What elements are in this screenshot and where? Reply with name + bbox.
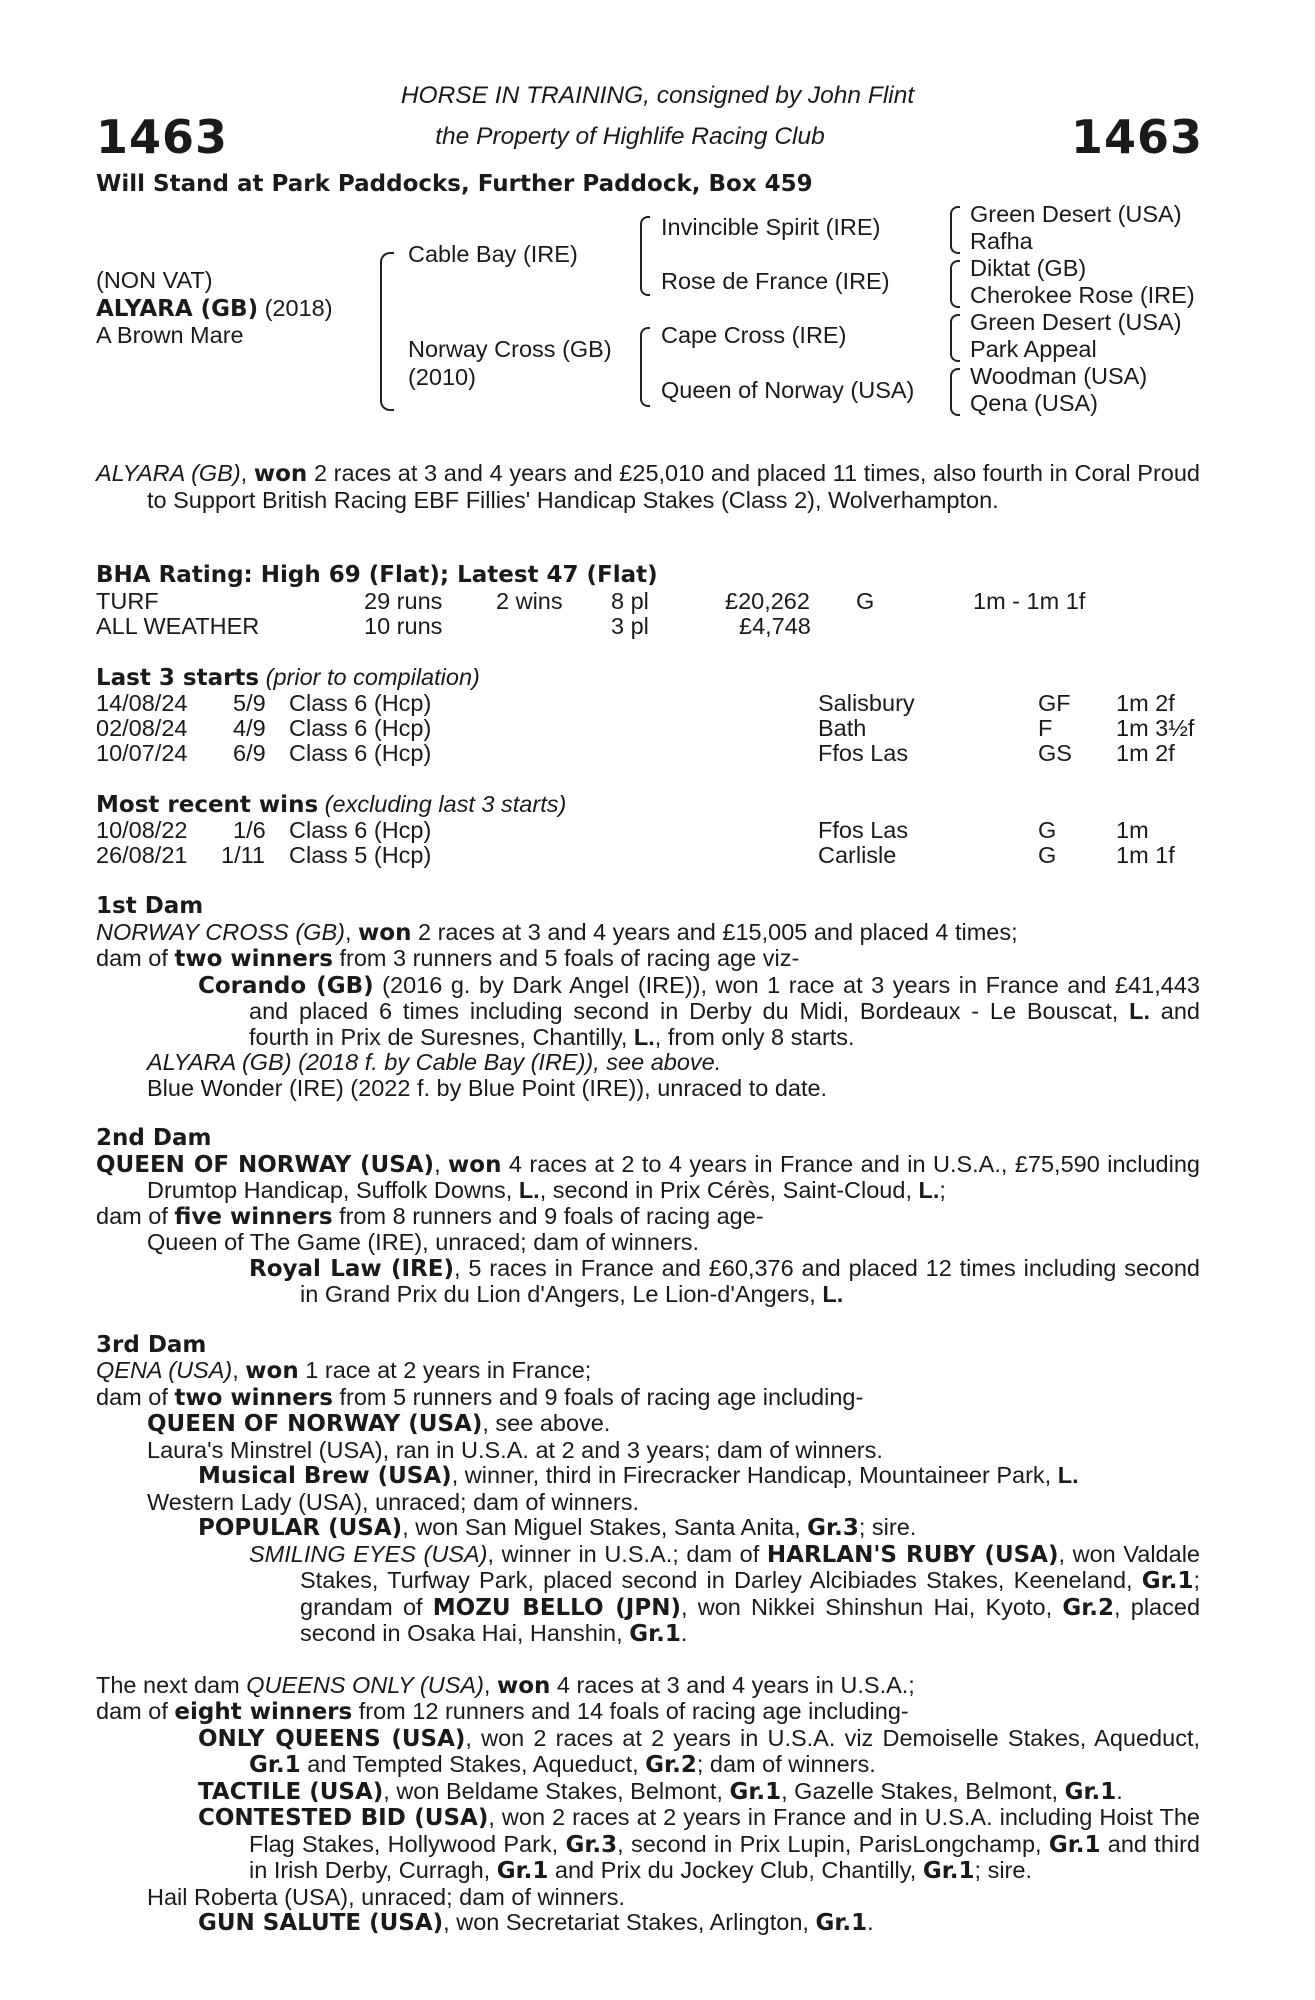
start-position: 4/9 xyxy=(233,715,266,741)
pedigree-ddd: Qena (USA) xyxy=(970,390,1098,416)
text: , won San Miguel Stakes, Santa Anita, xyxy=(402,1514,808,1540)
start-course: Bath xyxy=(818,715,867,741)
text: 4 races at 3 and 4 years in U.S.A.; xyxy=(550,1671,915,1698)
horse-title xyxy=(96,296,333,323)
winners-count: five winners xyxy=(174,1203,333,1230)
start-course: Ffos Las xyxy=(818,740,909,766)
second-dam-line: QUEEN OF NORWAY (USA), won 4 races at 2 to 4 years in France and in U.S.A., £75,590 including Drumtop Handicap, Suffolk Downs, L., second in Prix Cérès, Saint-Cloud, L.; xyxy=(96,1150,1200,1203)
grade-tag: Gr.1 xyxy=(1141,1568,1194,1594)
text: 4 races at 2 to 4 years in France and in U.S.A., £75,590 including Drumtop Handicap, Suffolk Downs, xyxy=(147,1150,1200,1203)
rating-runs: 29 runs xyxy=(364,588,443,614)
produce-popular xyxy=(96,1515,1200,1542)
text: , winner, third in Firecracker Handicap, Mountaineer Park, xyxy=(451,1462,1058,1488)
produce-gun-salute xyxy=(96,1910,1200,1937)
pedigree-sire-dam: Rose de France (IRE) xyxy=(661,268,890,294)
win-going: G xyxy=(1038,842,1057,868)
start-class: Class 6 (Hcp) xyxy=(289,740,432,766)
text: , winner in U.S.A.; dam of xyxy=(487,1540,767,1567)
win-going: G xyxy=(1038,817,1057,843)
produce-royal-law xyxy=(96,1256,1200,1308)
win-position: 1/11 xyxy=(221,842,265,868)
summary-text: 2 races at 3 and 4 years and £25,010 and placed 11 times, also fourth in Coral Proud to Support British Racing EBF Fillies' Handicap Stakes (Class 2), Wolverhampton. xyxy=(147,460,1201,513)
produce-blue-wonder: Blue Wonder (IRE) (2022 f. by Blue Point (IRE)), unraced to date. xyxy=(147,1074,828,1101)
grade-tag: Gr.1 xyxy=(1048,1831,1101,1858)
listed-tag: L. xyxy=(518,1177,540,1203)
won-label: won xyxy=(245,1358,299,1384)
lot-number-left: 1463 xyxy=(96,110,229,164)
text: ; sire. xyxy=(974,1857,1032,1883)
rating-wins: 2 wins xyxy=(496,588,563,614)
grade-tag: Gr.3 xyxy=(807,1515,859,1541)
recent-wins-note: (excluding last 3 starts) xyxy=(324,791,567,817)
listed-tag: L. xyxy=(1129,998,1150,1024)
pedigree-sdd: Cherokee Rose (IRE) xyxy=(970,282,1195,308)
produce-corando xyxy=(96,973,1200,1051)
third-dam-line: QENA (USA), won 1 race at 2 years in France; xyxy=(96,1357,592,1384)
text: and Tempted Stakes, Aqueduct, xyxy=(300,1751,646,1777)
stabling-line: Will Stand at Park Paddocks, Further Paddock, Box 459 xyxy=(96,171,813,197)
rating-prize: £20,262 xyxy=(725,588,810,614)
grade-tag: Gr.1 xyxy=(729,1778,782,1805)
pedigree-bracket-sire xyxy=(640,216,650,296)
text: and fourth in Prix de Suresnes, Chantilly, xyxy=(249,998,1200,1050)
won-label: won xyxy=(496,1672,551,1699)
pedigree-sire-sire: Invincible Spirit (IRE) xyxy=(661,214,881,240)
start-position: 5/9 xyxy=(233,690,266,716)
race-summary: ALYARA (GB), won 2 races at 3 and 4 years and £25,010 and placed 11 times, also fourth in Coral Proud to Support British Racing EBF Fillies' Handicap Stakes (Class 2), Wolverhampton. xyxy=(96,460,1201,513)
rating-runs: 10 runs xyxy=(364,613,443,639)
lot-number-right: 1463 xyxy=(1070,110,1203,164)
summary-won: won xyxy=(253,461,308,487)
text: 1 race at 2 years in France; xyxy=(298,1357,592,1383)
text: , second in Prix Cérès, Saint-Cloud, xyxy=(539,1177,919,1203)
text: ; xyxy=(939,1177,946,1203)
text: . xyxy=(1116,1777,1123,1804)
produce-tactile xyxy=(96,1779,1200,1806)
text: The next dam xyxy=(96,1671,247,1698)
produce-name: MOZU BELLO (JPN) xyxy=(432,1594,681,1621)
text: , second in Prix Lupin, ParisLongchamp, xyxy=(617,1830,1049,1857)
bracket-g2 xyxy=(950,260,960,308)
grade-tag: Gr.1 xyxy=(629,1621,681,1647)
consignor-line: HORSE IN TRAINING, consigned by John Flint xyxy=(400,82,915,109)
next-dam-produce-line xyxy=(96,1699,1200,1726)
pedigree-sire: Cable Bay (IRE) xyxy=(408,241,578,267)
grade-tag: Gr.2 xyxy=(645,1752,697,1778)
grade-tag: Gr.1 xyxy=(249,1752,301,1778)
listed-tag: L. xyxy=(633,1023,655,1050)
produce-only-queens xyxy=(96,1726,1200,1779)
third-dam-produce-line xyxy=(96,1385,1200,1412)
text: from 8 runners and 9 foals of racing age- xyxy=(332,1202,764,1229)
horse-year: (2018) xyxy=(264,295,333,321)
text: . xyxy=(680,1620,688,1646)
recent-wins-title xyxy=(96,792,566,819)
bracket-g3 xyxy=(950,314,960,362)
grade-tag: Gr.1 xyxy=(1064,1778,1117,1805)
third-dam-name: QENA (USA) xyxy=(96,1357,233,1383)
horse-description: A Brown Mare xyxy=(96,322,244,348)
rating-distance: 1m - 1m 1f xyxy=(973,588,1086,614)
text: ; sire. xyxy=(858,1514,917,1540)
grade-tag: Gr.1 xyxy=(815,1910,868,1936)
first-dam-line: NORWAY CROSS (GB), won 2 races at 3 and 4 years and £15,005 and placed 4 times; xyxy=(96,918,1018,946)
text: . xyxy=(867,1909,874,1935)
rating-surface: ALL WEATHER xyxy=(96,613,260,639)
dam-sections xyxy=(96,894,1200,1937)
pedigree-bracket-dam xyxy=(640,327,650,407)
grade-tag: Gr.1 xyxy=(922,1858,975,1884)
produce-name: GUN SALUTE (USA) xyxy=(198,1910,444,1936)
text: dam of xyxy=(96,1383,175,1410)
pedigree-dam-sire: Cape Cross (IRE) xyxy=(661,322,847,348)
produce-contested-bid xyxy=(96,1805,1200,1885)
text: , won Valdale Stakes, Turfway Park, placed second in Darley Alcibiades Stakes, Keeneland, xyxy=(300,1540,1200,1593)
produce-alyara xyxy=(96,1050,1200,1076)
produce-lauras-minstrel: Laura's Minstrel (USA), ran in U.S.A. at 2 and 3 years; dam of winners. xyxy=(147,1436,883,1463)
first-dam-heading: 1st Dam xyxy=(96,893,204,919)
text: dam of xyxy=(96,945,175,971)
rating-going: G xyxy=(856,588,875,614)
second-dam-produce-line xyxy=(96,1204,1200,1231)
win-class: Class 5 (Hcp) xyxy=(289,842,432,868)
rating-placed: 8 pl xyxy=(611,588,649,614)
last-starts-title xyxy=(96,665,480,692)
second-dam-name: QUEEN OF NORWAY (USA) xyxy=(96,1151,435,1178)
win-date: 10/08/22 xyxy=(96,817,188,843)
start-going: GF xyxy=(1038,690,1071,716)
recent-wins-heading: Most recent wins xyxy=(96,792,319,818)
grade-tag: Gr.3 xyxy=(565,1831,618,1858)
pedigree-ssd: Rafha xyxy=(970,228,1033,254)
first-dam-name: NORWAY CROSS (GB) xyxy=(96,918,345,945)
winners-count: two winners xyxy=(174,946,333,972)
second-dam-heading: 2nd Dam xyxy=(96,1125,212,1151)
produce-smiling-eyes xyxy=(96,1542,1200,1648)
text: ; grandam of xyxy=(300,1567,1200,1620)
text: and Prix du Jockey Club, Chantilly, xyxy=(548,1857,923,1883)
start-distance: 1m 2f xyxy=(1116,690,1175,716)
text: , xyxy=(483,1671,497,1698)
text: , won 2 races at 2 years in U.S.A. viz Demoiselle Stakes, Aqueduct, xyxy=(465,1724,1200,1751)
text: from 12 runners and 14 foals of racing age including- xyxy=(352,1698,909,1724)
win-course: Carlisle xyxy=(818,842,897,868)
produce-name: CONTESTED BID (USA) xyxy=(198,1805,489,1831)
listed-tag: L. xyxy=(1057,1462,1079,1488)
produce-text: ALYARA (GB) (2018 f. by Cable Bay (IRE)), see above. xyxy=(147,1049,722,1075)
pedigree-dds: Woodman (USA) xyxy=(970,363,1148,389)
rating-surface: TURF xyxy=(96,588,159,614)
rating-placed: 3 pl xyxy=(611,613,649,639)
win-distance: 1m xyxy=(1116,817,1149,843)
produce-name: HARLAN'S RUBY (USA) xyxy=(766,1541,1059,1568)
text: and third in Irish Derby, Curragh, xyxy=(249,1830,1200,1883)
text: , Gazelle Stakes, Belmont, xyxy=(781,1777,1065,1804)
bracket-g1 xyxy=(950,206,960,254)
produce-name: SMILING EYES (USA) xyxy=(249,1540,488,1567)
produce-name: ONLY QUEENS (USA) xyxy=(198,1725,466,1752)
winners-count: two winners xyxy=(174,1384,333,1411)
rating-prize: £4,748 xyxy=(739,613,811,639)
listed-tag: L. xyxy=(918,1177,940,1203)
pedigree-dsd: Park Appeal xyxy=(970,336,1097,362)
winners-count: eight winners xyxy=(174,1699,353,1725)
rating-title: BHA Rating: High 69 (Flat); Latest 47 (Flat) xyxy=(96,562,658,588)
produce-name: Musical Brew (USA) xyxy=(198,1463,452,1489)
pedigree-dam: Norway Cross (GB) xyxy=(408,336,612,362)
start-distance: 1m 3½f xyxy=(1116,715,1195,741)
text: from 3 runners and 5 foals of racing age viz- xyxy=(332,945,800,971)
start-class: Class 6 (Hcp) xyxy=(289,715,432,741)
won-label: won xyxy=(358,919,412,946)
produce-name: Royal Law (IRE) xyxy=(249,1255,454,1282)
pedigree-dss: Green Desert (USA) xyxy=(970,309,1182,335)
text: , 5 races in France and £60,376 and placed 12 times including second in Grand Prix du Lion d'Angers, Le Lion-d'Angers, xyxy=(300,1254,1200,1307)
start-course: Salisbury xyxy=(818,690,915,716)
last-starts-heading: Last 3 starts xyxy=(96,665,260,691)
text: , see above. xyxy=(482,1410,611,1436)
text: , won Nikkei Shinshun Hai, Kyoto, xyxy=(680,1593,1063,1620)
vat-status: (NON VAT) xyxy=(96,267,213,293)
text: , won Secretariat Stakes, Arlington, xyxy=(443,1909,816,1935)
third-dam-heading: 3rd Dam xyxy=(96,1331,207,1358)
grade-tag: Gr.2 xyxy=(1062,1594,1115,1621)
win-position: 1/6 xyxy=(233,817,266,843)
produce-western-lady: Western Lady (USA), unraced; dam of winners. xyxy=(147,1488,639,1515)
start-going: F xyxy=(1038,715,1053,741)
produce-name: Corando (GB) xyxy=(198,972,374,999)
win-course: Ffos Las xyxy=(818,817,909,843)
pedigree-dam-year: (2010) xyxy=(408,364,476,390)
property-line: the Property of Highlife Racing Club xyxy=(435,123,825,150)
text: dam of xyxy=(96,1202,175,1229)
pedigree-sss: Green Desert (USA) xyxy=(970,201,1182,227)
produce-hail-roberta: Hail Roberta (USA), unraced; dam of winners. xyxy=(147,1883,626,1910)
last-starts-note: (prior to compilation) xyxy=(265,664,480,690)
produce-name: TACTILE (USA) xyxy=(198,1778,384,1805)
start-class: Class 6 (Hcp) xyxy=(289,690,432,716)
produce-name: QUEEN OF NORWAY (USA) xyxy=(147,1411,483,1437)
pedigree-sds: Diktat (GB) xyxy=(970,255,1087,281)
produce-queen-of-the-game: Queen of The Game (IRE), unraced; dam of winners. xyxy=(147,1229,700,1255)
summary-horse-name: ALYARA (GB) xyxy=(96,460,241,486)
pedigree-dam-dam: Queen of Norway (USA) xyxy=(661,377,915,403)
start-distance: 1m 2f xyxy=(1116,740,1175,766)
text: dam of xyxy=(96,1698,175,1724)
pedigree-bracket-main xyxy=(380,252,394,411)
start-date: 10/07/24 xyxy=(96,740,188,766)
next-dam-name: QUEENS ONLY (USA) xyxy=(246,1671,484,1698)
text: , from only 8 starts. xyxy=(654,1023,855,1050)
text: , won Beldame Stakes, Belmont, xyxy=(383,1777,730,1804)
text: ; dam of winners. xyxy=(696,1751,876,1777)
won-label: won xyxy=(448,1151,502,1178)
start-going: GS xyxy=(1038,740,1072,766)
bracket-g4 xyxy=(950,368,960,416)
start-position: 6/9 xyxy=(233,740,266,766)
produce-musical-brew xyxy=(96,1463,1200,1490)
listed-tag: L. xyxy=(822,1281,844,1307)
text: , placed second in Osaka Hai, Hanshin, xyxy=(300,1593,1201,1646)
grade-tag: Gr.1 xyxy=(496,1858,549,1884)
produce-queen-of-norway xyxy=(96,1411,1200,1438)
win-distance: 1m 1f xyxy=(1116,842,1175,868)
first-dam-record: 2 races at 3 and 4 years and £15,005 and placed 4 times; xyxy=(411,918,1018,945)
text: (2016 g. by Dark Angel (IRE)), won 1 race at 3 years in France and £41,443 and placed 6 times including second in Derby du Midi, Bordeaux - Le Bouscat, xyxy=(249,971,1200,1024)
win-date: 26/08/21 xyxy=(96,842,188,868)
produce-name: POPULAR (USA) xyxy=(198,1515,403,1541)
start-date: 02/08/24 xyxy=(96,715,188,741)
next-dam-line xyxy=(96,1673,1200,1700)
text: from 5 runners and 9 foals of racing age including- xyxy=(332,1383,864,1410)
text: , won 2 races at 2 years in France and in U.S.A. including Hoist The Flag Stakes, Hollywood Park, xyxy=(249,1804,1200,1857)
start-date: 14/08/24 xyxy=(96,690,188,716)
horse-name: ALYARA (GB) xyxy=(96,296,259,322)
first-dam-produce-line xyxy=(96,946,1200,973)
win-class: Class 6 (Hcp) xyxy=(289,817,432,843)
